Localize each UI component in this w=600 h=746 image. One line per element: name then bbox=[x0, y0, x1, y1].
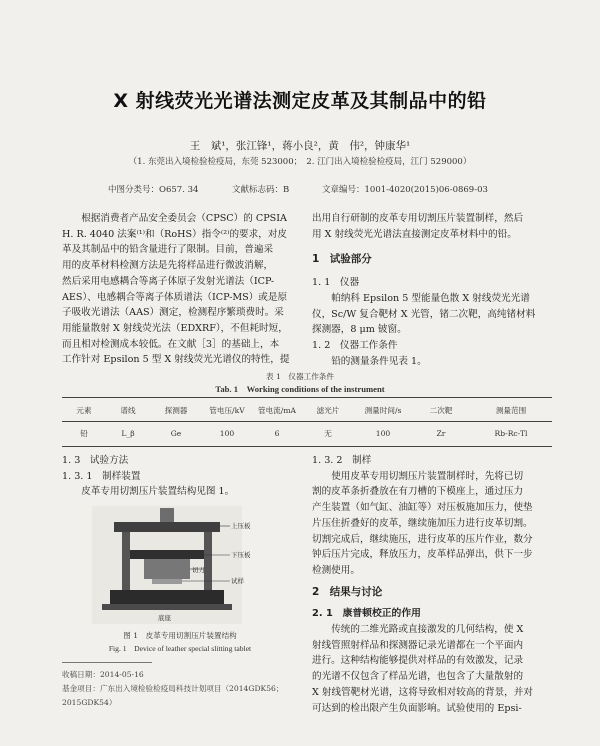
author-list: 王 斌¹，张江锋¹，蒋小良²，黄 伟²，钟康华¹ bbox=[189, 140, 411, 152]
continuation-text-line: 出用自行研制的皮革专用切割压片装置制样，然后 bbox=[312, 213, 524, 224]
section-heading-1-3-2: 1. 3. 2 制样 bbox=[312, 455, 372, 466]
cell-detector: Ge bbox=[170, 428, 182, 438]
table-header-row bbox=[62, 399, 552, 422]
intro-text-line: H. R. 4040 法案⁽¹⁾和（RoHS）指令⁽²⁾的要求，对皮 bbox=[62, 228, 288, 240]
section-heading-1-3-1: 1. 3. 1 制样装置 bbox=[62, 470, 141, 482]
fund-line-2: 2015GDK54） bbox=[62, 698, 117, 707]
cell-time: 100 bbox=[375, 428, 391, 438]
intro-text-line: 用能量散射 X 射线荧光法（EDXRF），不但耗时短， bbox=[62, 322, 288, 334]
sample-prep-text-line: 切割完成后，继续施压，进行皮革的压片作业，数分 bbox=[312, 533, 533, 545]
cell-current: 6 bbox=[274, 428, 280, 438]
th-range: 测量范围 bbox=[495, 405, 527, 415]
fund-line-1: 基金项目：广东出入境检验检疫局科技计划项目（2014GDK56； bbox=[62, 684, 284, 693]
label-upper-plate: 上压板 bbox=[231, 522, 251, 530]
sample-shape bbox=[152, 579, 182, 584]
conditions-text: 铅的测量条件见表 1。 bbox=[331, 355, 427, 367]
document-code: 文献标志码：B bbox=[232, 185, 290, 195]
th-current: 管电流/mA bbox=[257, 405, 297, 415]
cell-element: 铅 bbox=[80, 428, 88, 438]
section-heading-1-3: 1. 3 试验方法 bbox=[62, 455, 129, 466]
label-sample: 试样 bbox=[231, 577, 244, 585]
th-line: 谱线 bbox=[120, 405, 136, 415]
label-cutter: 切刀 bbox=[192, 566, 205, 574]
pressure-rod bbox=[160, 508, 174, 522]
intro-column bbox=[62, 211, 298, 368]
upper-plate-shape bbox=[114, 522, 220, 532]
sample-prep-text-line: 片压住折叠好的皮革，继续施加压力进行皮革切割。 bbox=[312, 517, 533, 529]
th-voltage: 管电压/kV bbox=[209, 405, 245, 415]
sample-prep-text-line: 钟后压片完成，释放压力，皮革样品弹出，供下一步 bbox=[312, 549, 533, 561]
paper-title: X 射线荧光光谱法测定皮革及其制品中的铅 bbox=[113, 90, 487, 112]
base-shape bbox=[110, 590, 224, 604]
section-heading-1: 1 试验部分 bbox=[312, 253, 372, 266]
th-time: 测量时间/s bbox=[364, 405, 402, 415]
left-column-bottom bbox=[62, 453, 298, 500]
discussion-text-line: 射线管照射样品和探测器记录光谱都在一个平面内 bbox=[312, 639, 524, 651]
discussion-text-line: 可达到的检出限产生负面影响。试验使用的 Epsi- bbox=[312, 702, 522, 714]
intro-text-line: 根据消费者产品安全委员会（CPSC）的 CPSIA bbox=[81, 213, 287, 224]
lower-plate-shape bbox=[130, 550, 204, 559]
th-element: 元素 bbox=[76, 405, 92, 415]
intro-text-line: AES）、电感耦合等离子体质谱法（ICP-MS）或是原 bbox=[62, 291, 288, 303]
right-column-bottom bbox=[312, 453, 552, 716]
intro-text-line: 用的皮革材料检测方法是先将样品进行微波消解， bbox=[62, 260, 274, 272]
footnote-rule bbox=[62, 662, 152, 663]
cell-line: L_β bbox=[121, 428, 135, 438]
instrument-text-line: 探测器，8 μm 铍窗。 bbox=[312, 324, 407, 336]
table-bottom-rule bbox=[62, 446, 552, 447]
article-number: 文章编号：1001-4020(2015)06-0869-03 bbox=[322, 185, 488, 195]
label-lower-plate: 下压板 bbox=[231, 551, 251, 559]
conditions-table bbox=[62, 399, 552, 444]
table-top-rule bbox=[62, 397, 552, 398]
th-filter: 滤光片 bbox=[316, 405, 340, 415]
right-column-top bbox=[312, 211, 552, 369]
received-date: 收稿日期：2014-05-16 bbox=[62, 670, 144, 679]
affiliations: （1. 东莞出入境检验检疫局，东莞 523000； 2. 江门出入境检验检疫局，江门 529000） bbox=[128, 157, 472, 167]
table-caption-cn: 表 1 仪器工作条件 bbox=[266, 372, 334, 381]
intro-text-line: 革及其制品中的铅含量进行了限制。目前，普遍采 bbox=[62, 244, 274, 256]
intro-text-line: 然后采用电感耦合等离子体原子发射光谱法（ICP- bbox=[62, 275, 275, 287]
table-caption-en: Tab. 1 Working conditions of the instrument bbox=[215, 384, 385, 394]
intro-text-line: 工作针对 Epsilon 5 型 X 射线荧光光谱仪的特性，提 bbox=[62, 354, 290, 366]
section-heading-1-1: 1. 1 仪器 bbox=[312, 277, 360, 289]
footnotes bbox=[62, 668, 302, 710]
discussion-text-line: 进行。这种结构能够提供对样品的有效激发，记录 bbox=[312, 655, 524, 667]
intro-text-line: 而且相对检测成本较低。在文献［3］的基础上，本 bbox=[62, 338, 280, 350]
discussion-text-line: 传统的二维光路或直接激发的几何结构，使 X bbox=[331, 624, 524, 636]
sample-prep-text-line: 割的皮革条折叠放在有刀槽的下模座上，通过压力 bbox=[312, 486, 524, 498]
clc-number: 中图分类号：O657. 34 bbox=[108, 185, 199, 195]
discussion-text-line: 的光谱不仅包含了样品光谱，也包含了大量散射的 bbox=[312, 671, 524, 683]
instrument-text-line: 仪，Sc/W 复合靶材 X 光管，锗二次靶，高纯锗材料 bbox=[312, 308, 536, 320]
sample-prep-text-line: 检测使用。 bbox=[312, 564, 360, 576]
th-detector: 探测器 bbox=[164, 405, 188, 415]
cutter-block bbox=[144, 559, 190, 579]
cell-voltage: 100 bbox=[219, 428, 235, 438]
intro-text-line: 子吸收光谱法（AAS）测定，检测程序繁琐费时。采 bbox=[62, 307, 284, 319]
section-heading-1-2: 1. 2 仪器工作条件 bbox=[312, 339, 398, 351]
figure-caption-en: Fig. 1 Device of leather special slitting tablet bbox=[108, 644, 252, 653]
continuation-text-line: 用 X 射线荧光光谱法直接测定皮革材料中的铅。 bbox=[312, 228, 517, 240]
base-foot bbox=[102, 604, 232, 610]
table-row bbox=[62, 422, 552, 445]
discussion-text-line: X 射线管靶材光谱，这将导致相对较高的背景，并对 bbox=[312, 686, 533, 698]
figure-reference-text: 皮革专用切割压片装置结构见图 1。 bbox=[81, 486, 235, 498]
sample-prep-text-line: 使用皮革专用切割压片装置制样时，先将已切 bbox=[331, 470, 524, 482]
cell-secondary-target: Zr bbox=[436, 428, 446, 438]
section-heading-2-1: 2. 1 康普顿校正的作用 bbox=[312, 608, 421, 620]
figure-caption-cn: 图 1 皮革专用切割压片装置结构 bbox=[123, 631, 237, 640]
label-base: 底座 bbox=[158, 614, 171, 622]
cell-range: Rb-Rc-Tl bbox=[494, 428, 528, 438]
device-figure bbox=[92, 506, 251, 624]
instrument-text-line: 帕纳科 Epsilon 5 型能量色散 X 射线荧光光谱 bbox=[331, 292, 530, 304]
th-secondary-target: 二次靶 bbox=[429, 405, 453, 415]
cell-filter: 无 bbox=[324, 428, 332, 438]
sample-prep-text-line: 产生装置（如气缸、油缸等）对压板施加压力，使垫 bbox=[312, 502, 533, 514]
section-heading-2: 2 结果与讨论 bbox=[312, 585, 383, 598]
